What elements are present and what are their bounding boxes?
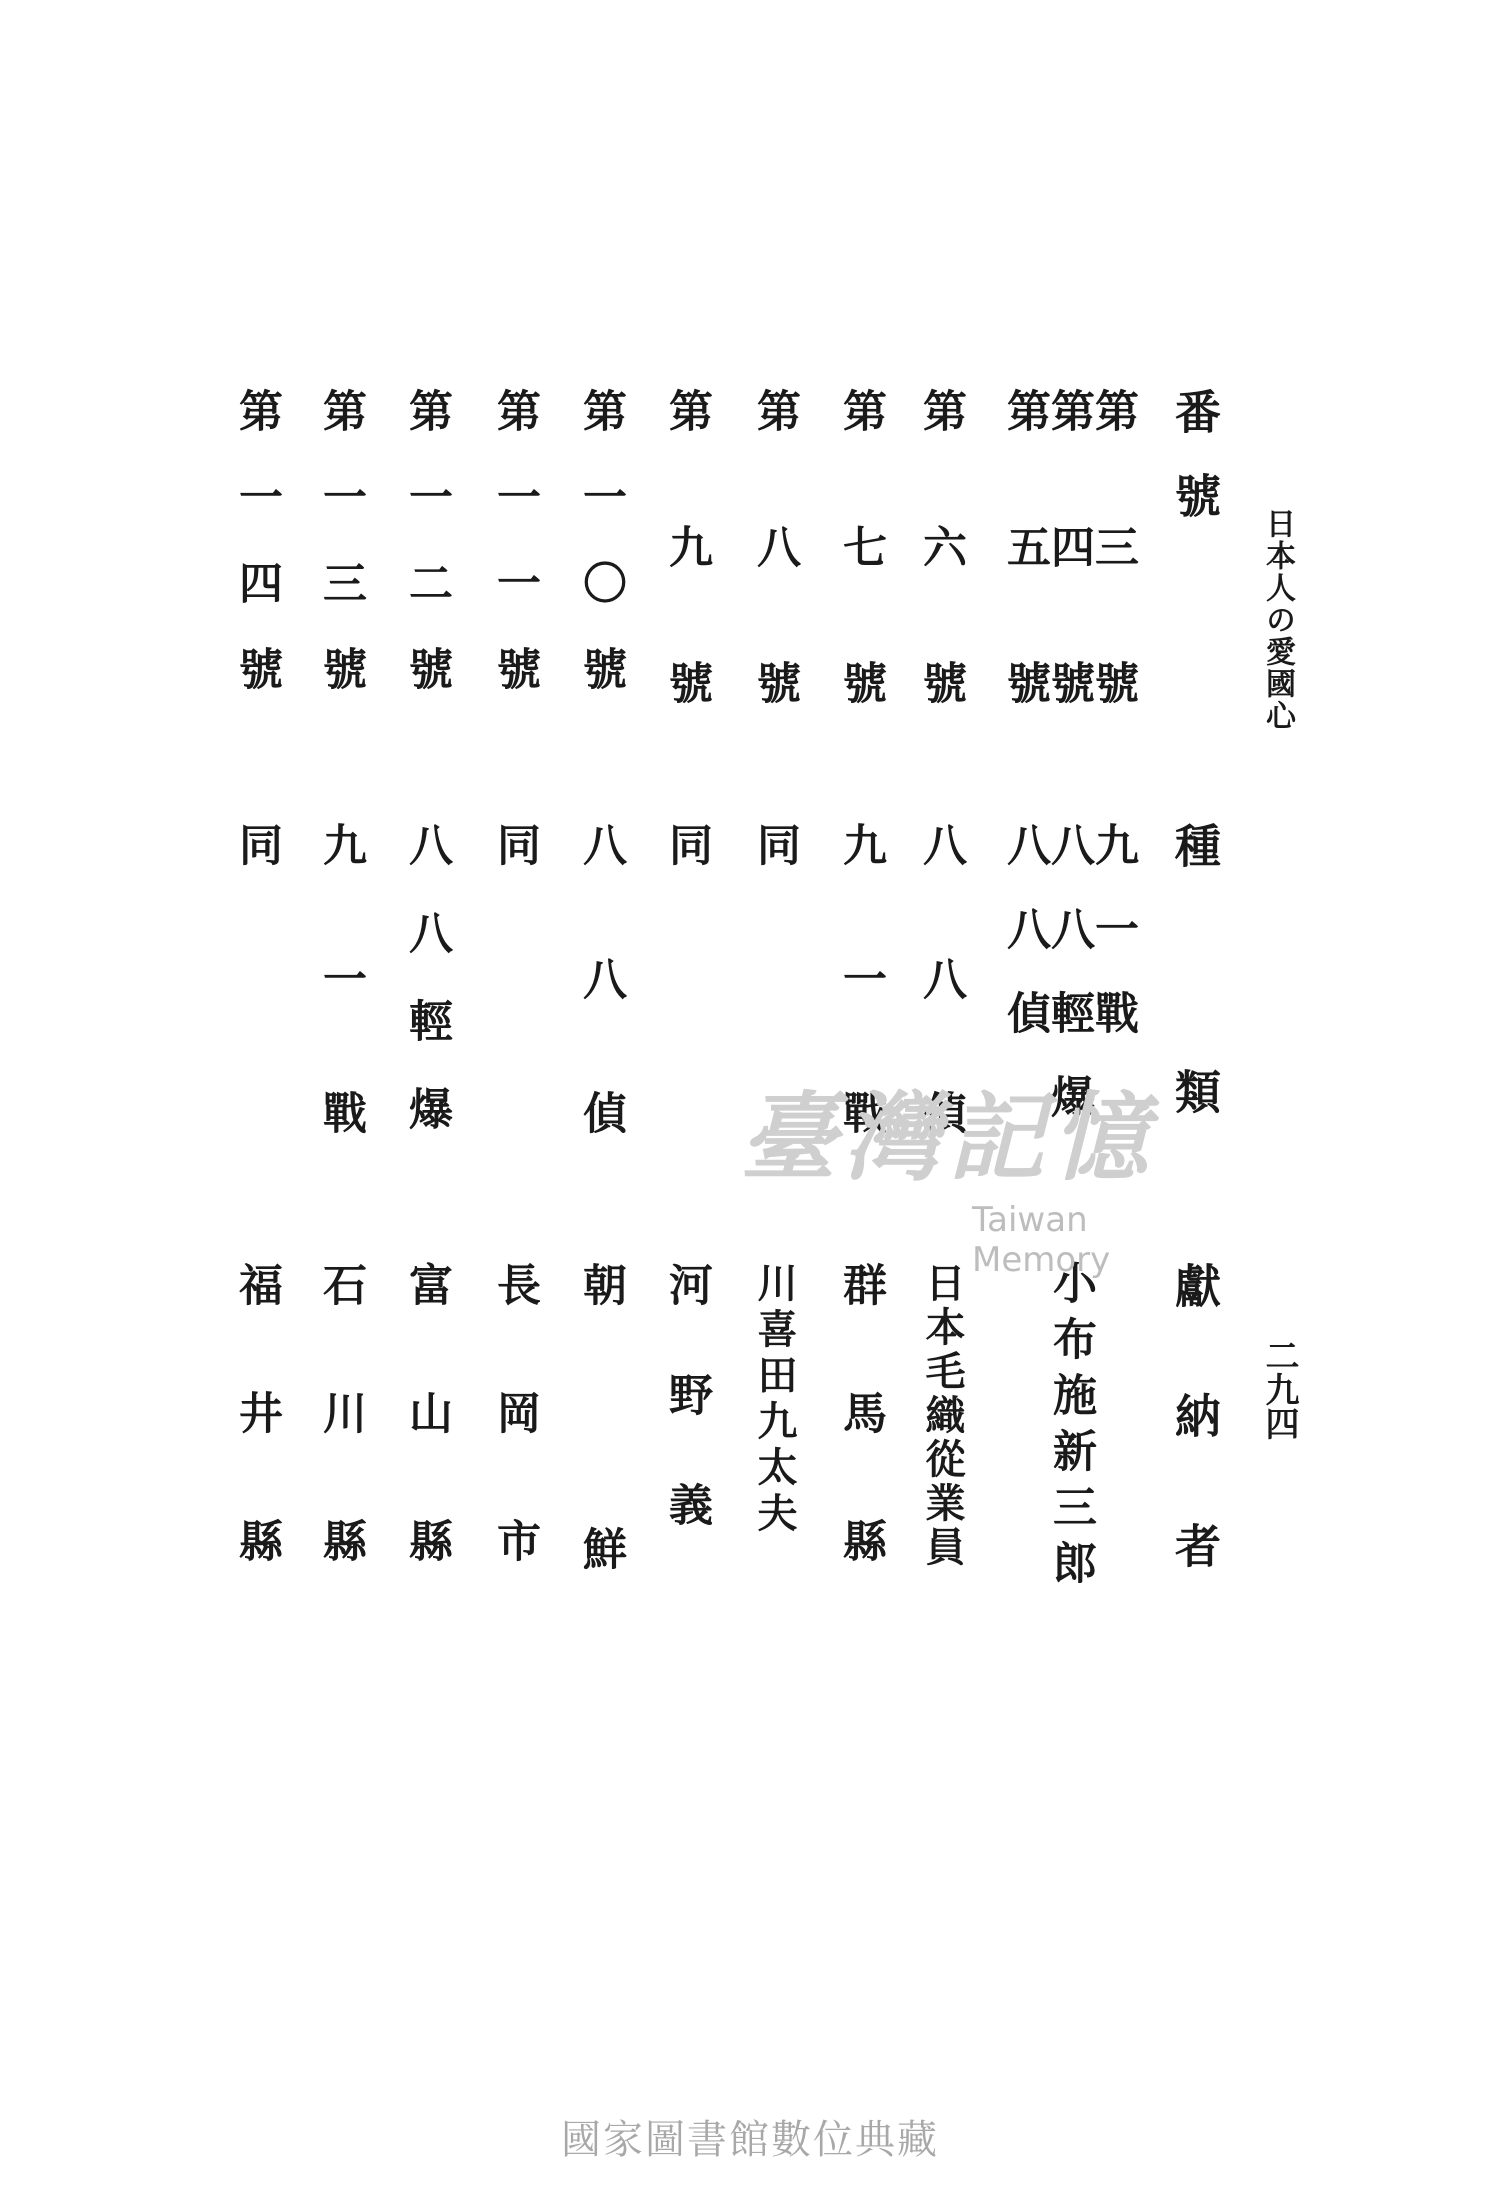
row-type-7: 九一戰: [835, 822, 886, 1224]
row-type-6: 八八偵: [915, 822, 966, 1224]
row-number-8: 第八號: [749, 388, 800, 796]
row-type-13: 九一戰: [315, 822, 366, 1224]
row-type-8: 同: [749, 822, 800, 866]
running-head: 日本人の愛國心: [1260, 508, 1295, 732]
row-number-4: 第四號: [1043, 388, 1094, 796]
row-type-3: 九一戰: [1087, 822, 1138, 1074]
row-number-6: 第六號: [915, 388, 966, 796]
row-number-13: 第一三號: [315, 388, 366, 732]
row-donor-14: 福井縣: [231, 1262, 282, 1646]
row-type-10: 八八偵: [575, 822, 626, 1224]
row-donor-6: 日本毛織從業員: [919, 1262, 966, 1570]
row-number-14: 第一四號: [231, 388, 282, 732]
row-number-9: 第九號: [661, 388, 712, 796]
row-number-3: 第三號: [1087, 388, 1138, 796]
footer-attribution: 國家圖書館數位典藏: [561, 2117, 939, 2163]
row-donor-10: 朝鮮: [575, 1262, 626, 1790]
row-donor-8: 川喜田九太夫: [751, 1262, 798, 1538]
row-donor-13: 石川縣: [315, 1262, 366, 1646]
header-type: 種類: [1168, 822, 1222, 1314]
row-type-12: 八八輕爆: [401, 822, 452, 1174]
row-donor-9: 河野義: [661, 1262, 712, 1592]
row-type-14: 同: [231, 822, 282, 866]
row-donor-12: 富山縣: [401, 1262, 452, 1646]
row-type-4: 八八輕爆: [1043, 822, 1094, 1158]
row-donor-7: 群馬縣: [835, 1262, 886, 1646]
header-donor: 獻納者: [1168, 1262, 1222, 1652]
header-number: 番號: [1168, 388, 1222, 556]
row-type-9: 同: [661, 822, 712, 866]
row-donor-3: 小布施新三郎: [1045, 1260, 1096, 1596]
row-number-12: 第一二號: [401, 388, 452, 732]
watermark-main: 臺灣記憶: [740, 1081, 1156, 1194]
row-number-7: 第七號: [835, 388, 886, 796]
row-number-10: 第一〇號: [575, 388, 626, 732]
row-type-11: 同: [489, 822, 540, 866]
watermark: [740, 1081, 1220, 1280]
row-donor-11: 長岡市: [489, 1262, 540, 1646]
row-number-11: 第一一號: [489, 388, 540, 732]
row-type-5: 八八偵: [999, 822, 1050, 1074]
watermark-sub: Taiwan Memory: [972, 1200, 1111, 1280]
row-number-5: 第五號: [999, 388, 1050, 796]
page-number: 二九四: [1259, 1338, 1299, 1440]
